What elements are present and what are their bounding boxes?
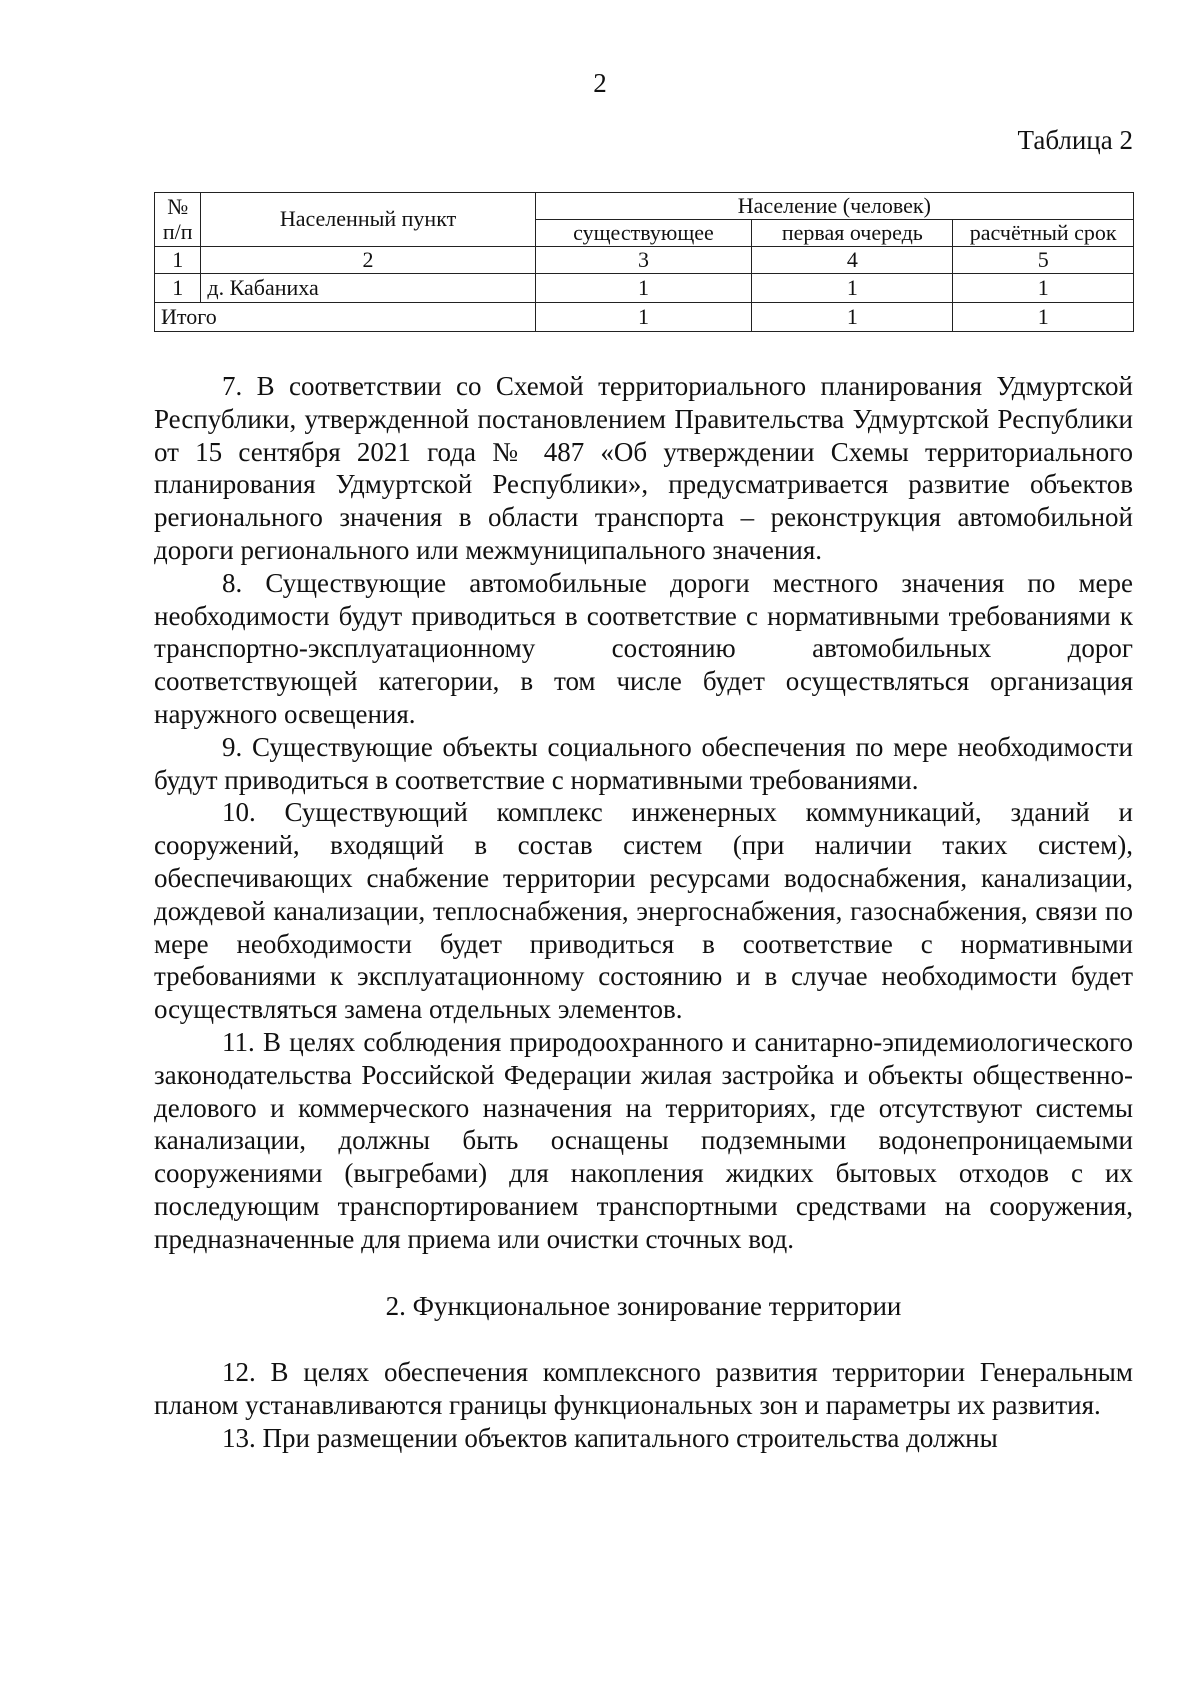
paragraph-11: 11. В целях соблюдения природоохранного и санитарно-эпидемиологического законодательства Российской Федерации жилая застройка и объекты общественно-делового и коммерческого назначения на территориях, где отсутствуют системы канализации, должны быть оснащены подземными водонепроницаемыми сооружениями (выгребами) для накопления жидких бытовых отходов с их последующим транспортированием транспортными средствами на сооружения, предназначенные для приема или очистки сточных вод. [154,1026,1133,1254]
column-number: 4 [752,247,953,274]
table-header-row [155,193,1134,220]
row-estimated: 1 [953,274,1134,303]
paragraph-9: 9. Существующие объекты социального обеспечения по мере необходимости будут приводиться в соответствие с нормативными требованиями. [154,731,1133,795]
table-total-row [155,303,1134,332]
row-settlement: д. Кабаниха [201,274,535,303]
paragraph-8: 8. Существующие автомобильные дороги местного значения по мере необходимости будут приводиться в соответствие с нормативными требованиями к транспортно-эксплуатационному состоянию автомобильных дорог соответствующей категории, в том числе будет осуществляться организация наружного освещения. [154,567,1133,729]
table-caption: Таблица 2 [1017,125,1133,155]
row-first-stage: 1 [752,274,953,303]
paragraph-10: 10. Существующий комплекс инженерных коммуникаций, зданий и сооружений, входящий в состав систем (при наличии таких систем), обеспечивающих снабжение территории ресурсами водоснабжения, канализации, дождевой канализации, теплоснабжения, энергоснабжения, газоснабжения, связи по мере необходимости будет приводиться в соответствие с нормативными требованиями к эксплуатационному состоянию и в случае необходимости будет осуществляться замена отдельных элементов. [154,797,1133,1025]
body-text [154,370,1133,1455]
row-existing: 1 [535,274,752,303]
header-estimated: расчётный срок [953,220,1134,247]
header-settlement: Населенный пункт [201,193,535,247]
table-row [155,274,1134,303]
column-number: 3 [535,247,752,274]
column-number: 2 [201,247,535,274]
total-existing: 1 [535,303,752,332]
column-number: 5 [953,247,1134,274]
header-num: № п/п [155,193,201,247]
paragraph-13: 13. При размещении объектов капитального строительства должны [222,1422,998,1453]
page-number: 2 [593,68,607,98]
header-population-group: Население (человек) [535,193,1133,220]
column-numbers-row [155,247,1134,274]
total-estimated: 1 [953,303,1134,332]
paragraph-7: 7. В соответствии со Схемой территориального планирования Удмуртской Республики, утвержденной постановлением Правительства Удмуртской Республики от 15 сентября 2021 года № 487 «Об утверждении Схемы территориального планирования Удмуртской Республики», предусматривается развитие объектов регионального значения в области транспорта – реконструкция автомобильной дороги регионального или межмуниципального значения. [154,371,1133,565]
section-title: 2. Функциональное зонирование территории [385,1290,902,1321]
population-table [154,192,1134,332]
header-existing: существующее [535,220,752,247]
total-first-stage: 1 [752,303,953,332]
column-number: 1 [155,247,201,274]
row-num: 1 [155,274,201,303]
paragraph-12: 12. В целях обеспечения комплексного развития территории Генеральным планом устанавливаются границы функциональных зон и параметры их развития. [154,1357,1133,1421]
total-label: Итого [155,303,536,332]
header-first-stage: первая очередь [752,220,953,247]
